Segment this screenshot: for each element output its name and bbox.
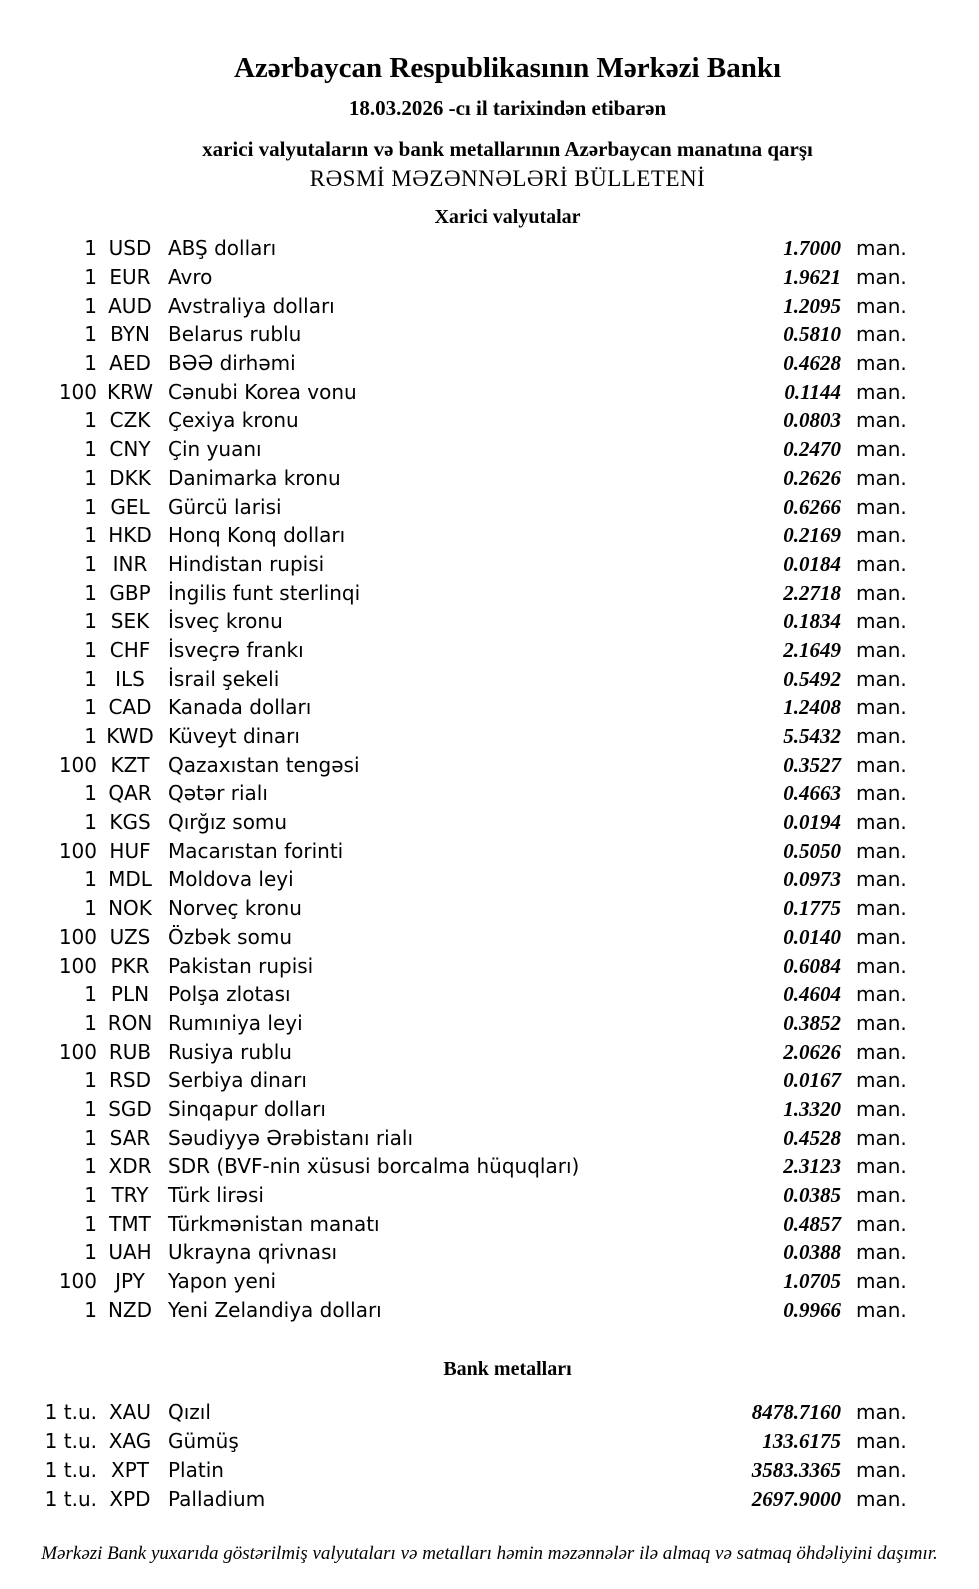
name-cell: Rumıniya leyi <box>168 1010 303 1035</box>
name-cell: Avstraliya dolları <box>168 293 335 318</box>
quantity-cell: 1 <box>84 1297 97 1322</box>
code-cell: MDL <box>108 867 152 892</box>
code-cell: SGD <box>108 1096 152 1121</box>
code-cell: GBP <box>109 580 151 605</box>
unit-cell: man. <box>856 408 907 433</box>
unit-cell: man. <box>856 896 907 921</box>
rate-cell: 1.0705 <box>783 1269 841 1294</box>
currency-row <box>0 779 908 808</box>
code-cell: ILS <box>115 666 145 691</box>
rate-cell: 2.2718 <box>783 580 841 605</box>
currency-row <box>0 492 908 521</box>
rate-cell: 3583.3365 <box>751 1457 841 1482</box>
code-cell: CHF <box>109 637 151 662</box>
unit-cell: man. <box>856 1486 907 1511</box>
name-cell: Özbək somu <box>168 924 292 949</box>
rate-cell: 1.2095 <box>783 293 841 318</box>
code-cell: TRY <box>111 1183 149 1208</box>
quantity-cell: 1 <box>84 1068 97 1093</box>
bulletin-title: RƏSMİ MƏZƏNNƏLƏRİ BÜLLETENİ <box>309 166 706 191</box>
unit-cell: man. <box>856 322 907 347</box>
quantity-cell: 1 <box>84 437 97 462</box>
code-cell: GEL <box>110 494 150 519</box>
unit-cell: man. <box>856 1096 907 1121</box>
currency-row <box>0 1152 908 1181</box>
code-cell: KRW <box>107 379 153 404</box>
metal-row <box>0 1456 908 1485</box>
quantity-cell: 1 <box>84 637 97 662</box>
name-cell: Polşa zlotası <box>168 982 291 1007</box>
unit-cell: man. <box>856 982 907 1007</box>
quantity-cell: 1 <box>84 1154 97 1179</box>
currency-row <box>0 263 908 292</box>
rate-cell: 1.7000 <box>783 236 841 261</box>
name-cell: Pakistan rupisi <box>168 953 314 978</box>
unit-cell: man. <box>856 1211 907 1236</box>
currency-row <box>0 435 908 464</box>
name-cell: BƏƏ dirhəmi <box>168 351 296 376</box>
name-cell: Qırğız somu <box>168 810 288 835</box>
currency-row <box>0 1181 908 1210</box>
unit-cell: man. <box>856 752 907 777</box>
currency-row <box>0 750 908 779</box>
unit-cell: man. <box>856 1297 907 1322</box>
currency-row <box>0 521 908 550</box>
currency-row <box>0 406 908 435</box>
rate-cell: 2697.9000 <box>751 1486 841 1511</box>
unit-cell: man. <box>856 953 907 978</box>
unit-cell: man. <box>856 236 907 261</box>
unit-cell: man. <box>856 379 907 404</box>
rate-cell: 0.0194 <box>783 810 841 835</box>
rate-cell: 0.4857 <box>783 1211 841 1236</box>
currency-row <box>0 808 908 837</box>
unit-cell: man. <box>856 293 907 318</box>
rate-cell: 0.1834 <box>783 609 841 634</box>
rate-cell: 0.1144 <box>784 379 841 404</box>
currency-row <box>0 291 908 320</box>
currency-row <box>0 1037 908 1066</box>
quantity-cell: 1 <box>84 293 97 318</box>
rate-cell: 0.6266 <box>783 494 841 519</box>
code-cell: HUF <box>109 838 151 863</box>
code-cell: SAR <box>109 1125 151 1150</box>
name-cell: Honq Konq dolları <box>168 523 346 548</box>
unit-cell: man. <box>856 465 907 490</box>
name-cell: ABŞ dolları <box>168 236 277 261</box>
currency-row <box>0 1095 908 1124</box>
quantity-cell: 100 <box>58 953 97 978</box>
metal-row <box>0 1427 908 1456</box>
rate-cell: 0.2169 <box>783 523 841 548</box>
quantity-cell: 1 <box>84 1240 97 1265</box>
quantity-cell: 1 <box>84 408 97 433</box>
unit-cell: man. <box>856 1068 907 1093</box>
code-cell: AUD <box>108 293 152 318</box>
code-cell: XAG <box>108 1429 152 1454</box>
rate-cell: 0.0167 <box>783 1068 841 1093</box>
name-cell: Qazaxıstan tengəsi <box>168 752 360 777</box>
rate-cell: 0.4663 <box>783 781 841 806</box>
rate-cell: 0.3852 <box>783 1010 841 1035</box>
unit-cell: man. <box>856 838 907 863</box>
code-cell: KGS <box>109 810 151 835</box>
quantity-cell: 100 <box>58 1269 97 1294</box>
currencies-table <box>0 234 908 1324</box>
currency-row <box>0 980 908 1009</box>
quantity-cell: 1 <box>84 551 97 576</box>
rate-cell: 2.3123 <box>783 1154 841 1179</box>
currencies-section-heading: Xarici valyutalar <box>434 206 581 228</box>
unit-cell: man. <box>856 1457 907 1482</box>
rate-cell: 0.4604 <box>783 982 841 1007</box>
currency-row <box>0 923 908 952</box>
code-cell: DKK <box>109 465 151 490</box>
currency-row <box>0 722 908 751</box>
rate-cell: 0.2470 <box>783 437 841 462</box>
name-cell: Rusiya rublu <box>168 1039 292 1064</box>
code-cell: XPT <box>111 1457 149 1482</box>
name-cell: Serbiya dinarı <box>168 1068 307 1093</box>
code-cell: CAD <box>108 695 152 720</box>
quantity-cell: 1 <box>84 1096 97 1121</box>
quantity-cell: 1 <box>84 695 97 720</box>
currency-row <box>0 550 908 579</box>
currency-row <box>0 693 908 722</box>
unit-cell: man. <box>856 551 907 576</box>
quantity-cell: 1 <box>84 896 97 921</box>
quantity-cell: 100 <box>58 379 97 404</box>
code-cell: KWD <box>106 724 154 749</box>
code-cell: QAR <box>108 781 152 806</box>
code-cell: INR <box>112 551 148 576</box>
name-cell: Çexiya kronu <box>168 408 299 433</box>
unit-cell: man. <box>856 924 907 949</box>
quantity-cell: 100 <box>58 924 97 949</box>
unit-cell: man. <box>856 1240 907 1265</box>
rate-cell: 0.4528 <box>783 1125 841 1150</box>
metal-row <box>0 1398 908 1427</box>
quantity-cell: 1 <box>84 351 97 376</box>
currency-row <box>0 320 908 349</box>
code-cell: PLN <box>110 982 150 1007</box>
metal-row <box>0 1484 908 1513</box>
code-cell: RON <box>107 1010 153 1035</box>
name-cell: Danimarka kronu <box>168 465 341 490</box>
code-cell: RSD <box>109 1068 151 1093</box>
unit-cell: man. <box>856 867 907 892</box>
quantity-cell: 1 t.u. <box>44 1429 97 1454</box>
currency-row <box>0 836 908 865</box>
name-cell: Çin yuanı <box>168 437 262 462</box>
currency-row <box>0 377 908 406</box>
code-cell: NOK <box>108 896 152 921</box>
unit-cell: man. <box>856 437 907 462</box>
code-cell: RUB <box>108 1039 152 1064</box>
currency-row <box>0 636 908 665</box>
quantity-cell: 100 <box>58 1039 97 1064</box>
name-cell: Türkmənistan manatı <box>168 1211 380 1236</box>
quantity-cell: 1 <box>84 781 97 806</box>
quantity-cell: 1 <box>84 1010 97 1035</box>
unit-cell: man. <box>856 1269 907 1294</box>
name-cell: Kanada dolları <box>168 695 312 720</box>
name-cell: İsveç kronu <box>168 609 283 634</box>
unit-cell: man. <box>856 810 907 835</box>
rate-cell: 0.0140 <box>783 924 841 949</box>
name-cell: Gümüş <box>168 1429 239 1454</box>
quantity-cell: 1 <box>84 523 97 548</box>
name-cell: Platin <box>168 1457 224 1482</box>
code-cell: EUR <box>109 265 151 290</box>
quantity-cell: 1 <box>84 265 97 290</box>
quantity-cell: 1 <box>84 1183 97 1208</box>
quantity-cell: 100 <box>58 838 97 863</box>
currency-row <box>0 1267 908 1296</box>
unit-cell: man. <box>856 695 907 720</box>
name-cell: Yapon yeni <box>168 1269 277 1294</box>
unit-cell: man. <box>856 351 907 376</box>
rate-cell: 133.6175 <box>762 1429 841 1454</box>
quantity-cell: 1 t.u. <box>44 1457 97 1482</box>
unit-cell: man. <box>856 1154 907 1179</box>
rate-cell: 0.5050 <box>783 838 841 863</box>
quantity-cell: 1 <box>84 1125 97 1150</box>
quantity-cell: 1 <box>84 810 97 835</box>
name-cell: Avro <box>168 265 213 290</box>
code-cell: HKD <box>108 523 152 548</box>
code-cell: XAU <box>108 1400 152 1425</box>
quantity-cell: 1 <box>84 724 97 749</box>
unit-cell: man. <box>856 1039 907 1064</box>
subtitle: xarici valyutaların və bank metallarının Azərbaycan manatına qarşı <box>202 137 813 161</box>
name-cell: Belarus rublu <box>168 322 302 347</box>
page-title: Azərbaycan Respublikasının Mərkəzi Bankı <box>233 52 782 84</box>
rate-cell: 0.0973 <box>783 867 841 892</box>
code-cell: JPY <box>115 1269 145 1294</box>
unit-cell: man. <box>856 666 907 691</box>
name-cell: Türk lirəsi <box>168 1183 264 1208</box>
unit-cell: man. <box>856 724 907 749</box>
code-cell: AED <box>109 351 151 376</box>
unit-cell: man. <box>856 1183 907 1208</box>
quantity-cell: 1 t.u. <box>44 1486 97 1511</box>
rate-cell: 0.0388 <box>783 1240 841 1265</box>
effective-date: 18.03.2026 -cı il tarixindən etibarən <box>348 96 667 120</box>
name-cell: Norveç kronu <box>168 896 302 921</box>
quantity-cell: 1 <box>84 982 97 1007</box>
metals-section-heading: Bank metalları <box>443 1358 572 1381</box>
disclaimer-note: Mərkəzi Bank yuxarıda göstərilmiş valyutaları və metalları həmin məzənnələr ilə almaq və satmaq öhdəliyini daşımır. <box>41 1542 938 1564</box>
rate-cell: 1.2408 <box>783 695 841 720</box>
quantity-cell: 1 <box>84 322 97 347</box>
name-cell: Palladium <box>168 1486 266 1511</box>
unit-cell: man. <box>856 494 907 519</box>
code-cell: SEK <box>110 609 150 634</box>
name-cell: Cənubi Korea vonu <box>168 379 357 404</box>
rate-cell: 2.0626 <box>783 1039 841 1064</box>
code-cell: USD <box>108 236 152 261</box>
unit-cell: man. <box>856 1125 907 1150</box>
unit-cell: man. <box>856 1429 907 1454</box>
code-cell: UAH <box>108 1240 152 1265</box>
rate-cell: 0.3527 <box>783 752 841 777</box>
rate-cell: 5.5432 <box>783 724 841 749</box>
name-cell: Səudiyyə Ərəbistanı rialı <box>168 1125 414 1150</box>
name-cell: İsveçrə frankı <box>168 637 304 662</box>
name-cell: Gürcü larisi <box>168 494 282 519</box>
currency-row <box>0 1209 908 1238</box>
quantity-cell: 1 <box>84 236 97 261</box>
currency-row <box>0 349 908 378</box>
rate-cell: 0.1775 <box>783 896 841 921</box>
quantity-cell: 1 <box>84 867 97 892</box>
rate-cell: 0.2626 <box>783 465 841 490</box>
rate-cell: 0.0184 <box>783 551 841 576</box>
quantity-cell: 1 <box>84 465 97 490</box>
unit-cell: man. <box>856 637 907 662</box>
rate-cell: 0.0385 <box>783 1183 841 1208</box>
name-cell: İngilis funt sterlinqi <box>168 580 361 605</box>
rate-cell: 0.5810 <box>783 322 841 347</box>
unit-cell: man. <box>856 781 907 806</box>
rate-cell: 0.6084 <box>783 953 841 978</box>
unit-cell: man. <box>856 609 907 634</box>
code-cell: XPD <box>109 1486 151 1511</box>
name-cell: Qətər rialı <box>168 781 268 806</box>
rate-cell: 0.4628 <box>783 351 841 376</box>
code-cell: UZS <box>109 924 151 949</box>
currency-row <box>0 1009 908 1038</box>
currency-row <box>0 1295 908 1324</box>
currency-row <box>0 1123 908 1152</box>
metals-table <box>0 1398 908 1513</box>
code-cell: PKR <box>110 953 150 978</box>
currency-row <box>0 1238 908 1267</box>
name-cell: Ukrayna qrivnası <box>168 1240 338 1265</box>
code-cell: XDR <box>108 1154 152 1179</box>
quantity-cell: 100 <box>58 752 97 777</box>
code-cell: CZK <box>109 408 151 433</box>
currency-row <box>0 1066 908 1095</box>
name-cell: Macarıstan forinti <box>168 838 344 863</box>
name-cell: Yeni Zelandiya dolları <box>168 1297 382 1322</box>
code-cell: BYN <box>110 322 150 347</box>
name-cell: Qızıl <box>168 1400 211 1425</box>
unit-cell: man. <box>856 1400 907 1425</box>
currency-row <box>0 607 908 636</box>
name-cell: Sinqapur dolları <box>168 1096 326 1121</box>
quantity-cell: 1 <box>84 1211 97 1236</box>
name-cell: Moldova leyi <box>168 867 294 892</box>
unit-cell: man. <box>856 523 907 548</box>
code-cell: TMT <box>109 1211 151 1236</box>
name-cell: Hindistan rupisi <box>168 551 325 576</box>
currency-row <box>0 664 908 693</box>
currency-row <box>0 894 908 923</box>
quantity-cell: 1 t.u. <box>44 1400 97 1425</box>
code-cell: CNY <box>109 437 151 462</box>
quantity-cell: 1 <box>84 666 97 691</box>
name-cell: İsrail şekeli <box>168 666 280 691</box>
name-cell: SDR (BVF-nin xüsusi borcalma hüquqları) <box>168 1154 580 1179</box>
currency-row <box>0 865 908 894</box>
currency-row <box>0 464 908 493</box>
rate-cell: 1.9621 <box>783 265 841 290</box>
rate-cell: 2.1649 <box>783 637 841 662</box>
rate-cell: 0.5492 <box>783 666 841 691</box>
currency-row <box>0 951 908 980</box>
quantity-cell: 1 <box>84 580 97 605</box>
quantity-cell: 1 <box>84 494 97 519</box>
code-cell: NZD <box>107 1297 153 1322</box>
code-cell: KZT <box>110 752 150 777</box>
unit-cell: man. <box>856 580 907 605</box>
unit-cell: man. <box>856 1010 907 1035</box>
name-cell: Küveyt dinarı <box>168 724 300 749</box>
unit-cell: man. <box>856 265 907 290</box>
quantity-cell: 1 <box>84 609 97 634</box>
currency-row <box>0 234 908 263</box>
currency-row <box>0 578 908 607</box>
rate-cell: 1.3320 <box>783 1096 841 1121</box>
rate-cell: 0.0803 <box>783 408 841 433</box>
rate-cell: 0.9966 <box>783 1297 841 1322</box>
rate-cell: 8478.7160 <box>751 1400 841 1425</box>
